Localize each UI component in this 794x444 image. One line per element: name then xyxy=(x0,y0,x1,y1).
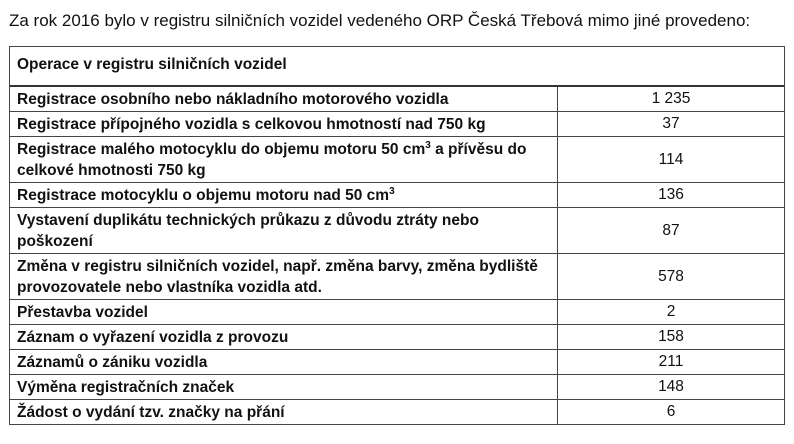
table-row xyxy=(10,87,784,111)
row-label-text: Registrace motocyklu o objemu motoru nad 50 cm xyxy=(17,187,390,204)
row-label-text-after: a přívěsu do celkové hmotnosti 750 kg xyxy=(17,141,527,179)
row-value: 6 xyxy=(666,403,676,420)
row-label: Žádost o vydání tzv. značky na přání xyxy=(10,400,558,424)
row-label: Záznam o vyřazení vozidla z provozu xyxy=(10,325,558,349)
table-row xyxy=(10,136,784,182)
row-label-text: Registrace malého motocyklu do objemu motoru 50 cm xyxy=(17,141,426,158)
superscript: 3 xyxy=(425,139,431,151)
table-row xyxy=(10,324,784,349)
row-label: Výměna registračních značek xyxy=(10,375,558,399)
row-value: 1 235 xyxy=(651,90,691,107)
row-label: Registrace přípojného vozidla s celkovou hmotností nad 750 kg xyxy=(10,112,558,136)
row-label: Změna v registru silničních vozidel, např. změna barvy, změna bydliště provozovatele nebo vlastníka vozidla atd. xyxy=(10,254,558,299)
table-row xyxy=(10,299,784,324)
table-row xyxy=(10,111,784,136)
row-label: Záznamů o zániku vozidla xyxy=(10,350,558,374)
row-label xyxy=(10,137,558,182)
row-label: Vystavení duplikátu technických průkazu z důvodu ztráty nebo poškození xyxy=(10,208,558,253)
row-value: 158 xyxy=(658,328,684,345)
table-row xyxy=(10,182,784,207)
row-label: Přestavba vozidel xyxy=(10,300,558,324)
row-label: Registrace osobního nebo nákladního motorového vozidla xyxy=(10,87,558,111)
table-row xyxy=(10,399,784,424)
table-row xyxy=(10,349,784,374)
row-value: 578 xyxy=(658,267,684,285)
table-header: Operace v registru silničních vozidel xyxy=(10,47,784,87)
row-value: 136 xyxy=(658,186,684,203)
row-value: 114 xyxy=(658,150,684,168)
table-row xyxy=(10,374,784,399)
table-row xyxy=(10,253,784,299)
table-row xyxy=(10,207,784,253)
row-value: 37 xyxy=(662,115,680,132)
row-label xyxy=(10,183,558,207)
row-value: 211 xyxy=(658,353,684,370)
registry-operations-table xyxy=(9,46,785,425)
row-value: 148 xyxy=(658,378,684,395)
intro-text: Za rok 2016 bylo v registru silničních vozidel vedeného ORP Česká Třebová mimo jiné provedeno: xyxy=(9,11,751,30)
row-value: 2 xyxy=(666,303,676,320)
row-value: 87 xyxy=(662,221,680,239)
superscript: 3 xyxy=(389,185,395,197)
